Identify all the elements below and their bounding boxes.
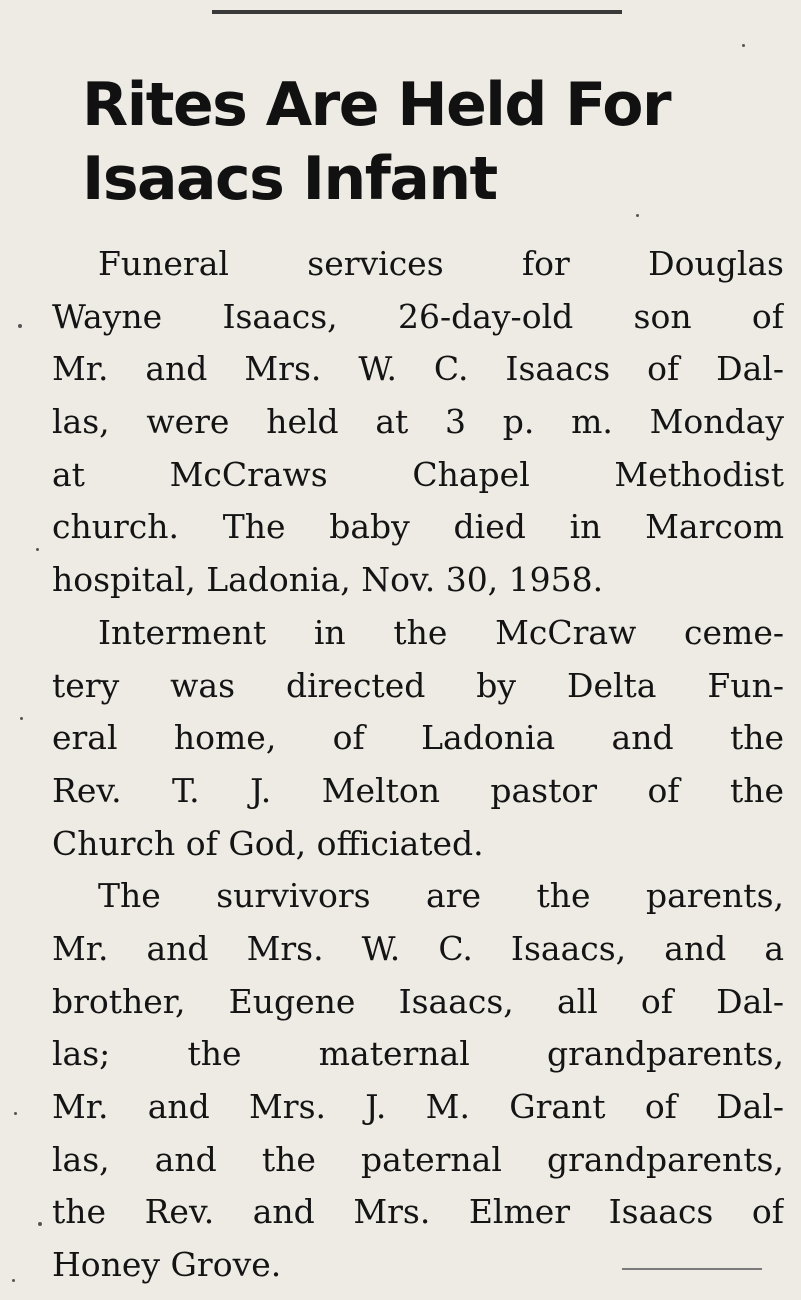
print-speck [636,214,639,217]
text-line: las, were held at 3 p. m. Monday [52,402,784,442]
print-speck [18,324,22,328]
text-line: Interment in the McCraw ceme- [98,612,784,652]
text-line: Church of God, officiated. [52,823,484,863]
text-line: Honey Grove. [52,1245,282,1285]
text-line: Mr. and Mrs. J. M. Grant of Dal- [52,1087,784,1126]
text-line: church. The baby died in Marcom [52,507,784,547]
text-line: the Rev. and Mrs. Elmer Isaacs of [52,1192,784,1232]
text-line: brother, Eugene Isaacs, all of Dal- [52,981,784,1021]
print-speck [14,1112,17,1115]
text-line: Wayne Isaacs, 26-day-old son of [52,296,784,336]
paragraph-funeral-services [52,238,784,607]
headline-line: Isaacs Infant [82,144,497,214]
print-speck [20,717,23,720]
print-speck [12,1279,15,1282]
text-line: Mr. and Mrs. W. C. Isaacs, and a [52,928,784,968]
text-line: Funeral services for Douglas [98,244,784,283]
paragraph-interment [52,607,784,870]
text-line: tery was directed by Delta Fun- [52,665,784,705]
text-line: Rev. T. J. Melton pastor of the [52,770,784,810]
text-line: hospital, Ladonia, Nov. 30, 1958. [52,560,604,600]
print-speck [36,548,39,551]
paragraph-survivors [52,870,784,1292]
text-line: las; the maternal grandparents, [52,1034,784,1074]
text-line: eral home, of Ladonia and the [52,718,784,758]
headline-line: Rites Are Held For [82,70,671,140]
print-speck [38,1222,42,1226]
text-line: las, and the paternal grandparents, [52,1139,784,1179]
print-speck [742,44,745,47]
text-line: The survivors are the parents, [98,876,784,916]
article-body [52,238,784,1292]
headline [82,68,782,216]
text-line: at McCraws Chapel Methodist [52,454,784,494]
top-rule-divider [212,10,622,14]
bottom-rule-divider [622,1268,762,1270]
text-line: Mr. and Mrs. W. C. Isaacs of Dal- [52,349,784,389]
